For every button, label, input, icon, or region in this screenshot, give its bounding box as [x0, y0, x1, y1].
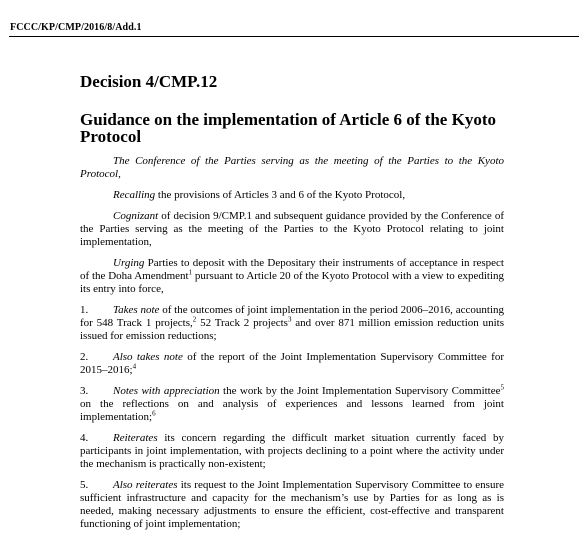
operative-paragraph-5: [80, 479, 504, 531]
operative-paragraph-1: [80, 304, 504, 343]
header-rule: [9, 36, 579, 37]
operative-1-text-1: of the outcomes of joint implementation in the period 2006–2016, accounting for 548 Track 1 projects,: [80, 304, 504, 329]
paragraph-number-2: 2.: [80, 351, 89, 363]
preamble-1-text: ,: [118, 168, 121, 180]
preamble-paragraph-1: [80, 155, 504, 181]
decision-body: [80, 155, 504, 539]
operative-paragraph-3: [80, 385, 504, 424]
operative-paragraph-2: [80, 351, 504, 377]
footnote-ref-4: 4: [132, 362, 137, 371]
operative-3-text-2: on the reflections on and analysis of experiences and lessons learned from joint implementation;: [80, 398, 504, 423]
operative-5-text-1: its request to the Joint Implementation Supervisory Committee to ensure sufficient infrastructure and capacity for the mechanism’s use by Parties for as long as is needed, making necessary adjustments to ensure the efficient, cost-effective and transparent functioning of joint implementation;: [80, 479, 504, 530]
preamble-paragraph-2: [80, 189, 504, 202]
paragraph-number-1: 1.: [80, 304, 89, 316]
preamble-4-text-b: pursuant to Article 20 of the Kyoto Protocol with a view to expediting its entry into force,: [80, 270, 504, 295]
footnote-ref-3: 3: [287, 315, 292, 324]
operative-1-text-2: 52 Track 2 projects: [196, 317, 288, 329]
preamble-2-italic: Recalling: [113, 189, 156, 201]
decision-title: Guidance on the implementation of Article 6 of the Kyoto Protocol: [80, 110, 496, 146]
operative-3-text-1: the work by the Joint Implementation Supervisory Committee: [219, 385, 501, 397]
footnote-ref-2: 2: [192, 315, 197, 324]
preamble-paragraph-3: [80, 210, 504, 249]
operative-2-italic: Also takes note: [113, 351, 183, 363]
operative-3-italic: Notes with appreciation: [113, 385, 220, 397]
operative-4-italic: Reiterates: [113, 432, 158, 444]
paragraph-number-4: 4.: [80, 432, 89, 444]
preamble-4-text-a: Parties to deposit with the Depositary their instruments of acceptance in respect of the Doha Amendment: [80, 257, 504, 282]
footnote-ref-1: 1: [188, 268, 193, 277]
preamble-2-text: the provisions of Articles 3 and 6 of the Kyoto Protocol,: [155, 189, 406, 201]
paragraph-number-5: 5.: [80, 479, 89, 491]
operative-5-italic: Also reiterates: [113, 479, 178, 491]
preamble-paragraph-4: [80, 257, 504, 296]
preamble-3-text: of decision 9/CMP.1 and subsequent guidance provided by the Conference of the Parties serving as the meeting of the Parties to the Kyoto Protocol relating to joint implementation,: [80, 210, 504, 248]
preamble-4-italic: Urging: [113, 257, 145, 269]
paragraph-number-3: 3.: [80, 385, 89, 397]
preamble-1-italic: The Conference of the Parties serving as the meeting of the Parties to the Kyoto Protocol: [80, 155, 504, 180]
operative-1-italic: Takes note: [113, 304, 160, 316]
operative-4-text-1: its concern regarding the difficult market situation currently faced by participants in joint implementation, with projects declining to a point where the activity under the mechanism is practically non-existent;: [80, 432, 504, 470]
footnote-ref-6: 6: [152, 409, 156, 418]
footnote-ref-5: 5: [500, 383, 504, 392]
operative-paragraph-4: [80, 432, 504, 471]
preamble-3-italic: Cognizant: [113, 210, 159, 222]
decision-number: Decision 4/CMP.12: [80, 72, 218, 91]
document-symbol: FCCC/KP/CMP/2016/8/Add.1: [10, 22, 142, 33]
operative-2-text-1: of the report of the Joint Implementation Supervisory Committee for 2015–2016;: [80, 351, 504, 376]
operative-1-text-3: and over 871 million emission reduction units issued for emission reductions;: [80, 317, 504, 342]
